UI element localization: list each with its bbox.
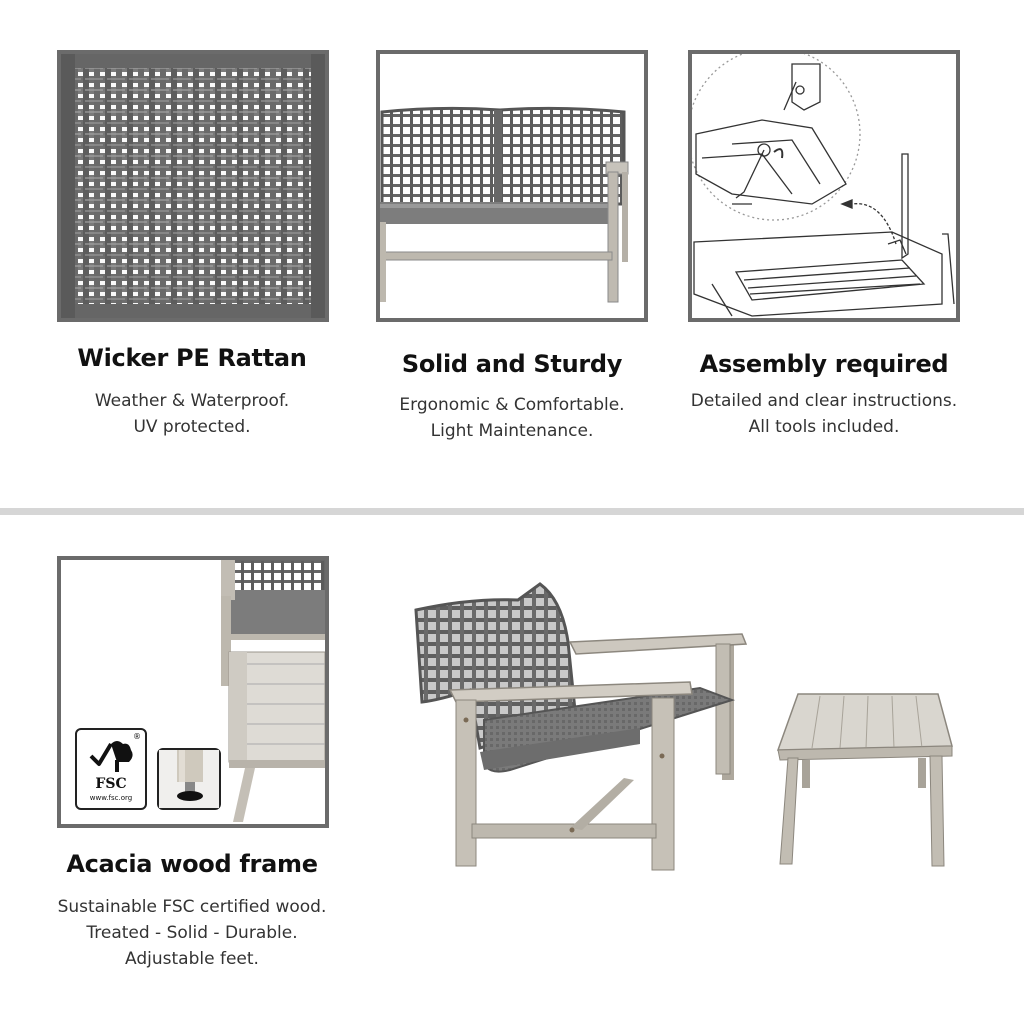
feature-desc-rattan [22, 388, 362, 440]
feature-title-assembly: Assembly required [699, 350, 949, 378]
feature-title-acacia: Acacia wood frame [66, 850, 318, 878]
product-image [400, 570, 1000, 890]
loveseat-and-table-illustration [400, 570, 1000, 890]
feature-desc-assembly [654, 388, 994, 440]
section-divider [0, 508, 1024, 515]
feature-desc-line: All tools included. [748, 417, 900, 437]
feature-desc-line: UV protected. [133, 417, 251, 437]
adjustable-foot-badge [157, 748, 221, 810]
fsc-badge-label: FSC [95, 776, 127, 792]
assembly-diagram-image [688, 50, 960, 322]
feature-desc-line: Light Maintenance. [430, 421, 594, 441]
fsc-registered-mark: ® [133, 732, 141, 741]
feature-desc-line: Weather & Waterproof. [94, 391, 290, 411]
feature-desc-line: Treated - Solid - Durable. [86, 923, 298, 943]
fsc-badge-url: www.fsc.org [89, 794, 133, 802]
weave-pattern [61, 54, 325, 318]
rattan-weave-image [57, 50, 329, 322]
fsc-badge [75, 728, 147, 810]
assembly-diagram-icon [692, 54, 956, 318]
feature-title-rattan: Wicker PE Rattan [77, 344, 307, 372]
feature-desc-acacia [22, 894, 362, 972]
feature-title-sturdy: Solid and Sturdy [401, 350, 623, 378]
feature-desc-line: Sustainable FSC certified wood. [57, 897, 327, 917]
feature-desc-line: Adjustable feet. [125, 949, 259, 969]
adjustable-foot-icon [159, 750, 219, 808]
loveseat-back-image [376, 50, 648, 322]
feature-desc-sturdy [342, 392, 682, 444]
feature-desc-line: Ergonomic & Comfortable. [399, 395, 625, 415]
loveseat-illustration [380, 54, 644, 318]
feature-desc-line: Detailed and clear instructions. [690, 391, 958, 411]
